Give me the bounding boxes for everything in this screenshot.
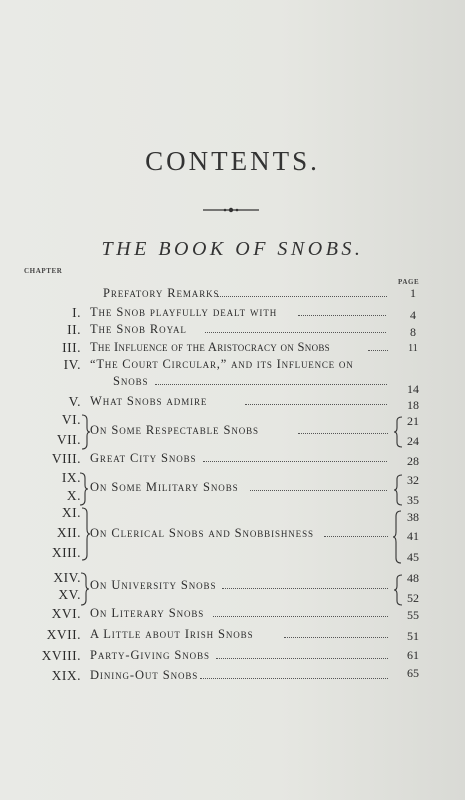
entry-page: 24	[407, 434, 419, 448]
entry-title: Party-Giving Snobs	[90, 648, 210, 662]
entry-number: III.	[62, 340, 81, 355]
entry-page: 14	[407, 382, 419, 396]
toc-entry	[0, 340, 465, 356]
entry-page: 51	[407, 629, 419, 643]
entry-number: VIII.	[51, 451, 81, 466]
entry-title: The Influence of the Aristocracy on Snobs	[90, 340, 330, 354]
entry-page: 1	[410, 286, 416, 300]
entry-page: 52	[407, 591, 419, 605]
dot-leader	[155, 384, 387, 385]
entry-title: “The Court Circular,” and its Influence on	[90, 357, 354, 371]
entry-number: IV.	[63, 357, 81, 372]
page-column-label: PAGE	[398, 278, 420, 286]
entry-number: XIX.	[51, 668, 81, 683]
entry-number: X.	[66, 488, 81, 503]
entry-page: 8	[410, 325, 416, 339]
toc-entry	[0, 451, 465, 467]
dot-leader	[213, 616, 388, 617]
dot-leader	[203, 461, 387, 462]
entry-title: Great City Snobs	[90, 451, 197, 465]
dot-leader	[298, 315, 386, 316]
entry-page: 32	[407, 473, 419, 487]
toc-entry-group	[0, 505, 465, 565]
entry-number: VII.	[56, 432, 81, 447]
entry-number: VI.	[61, 412, 81, 427]
entry-number: XII.	[56, 525, 81, 540]
dot-leader	[368, 350, 388, 351]
chapter-column-label: CHAPTER	[24, 267, 63, 275]
toc-entry-group	[0, 470, 465, 510]
dot-leader	[217, 296, 387, 297]
dot-leader	[245, 404, 387, 405]
dot-leader	[222, 588, 388, 589]
entry-title: What Snobs admire	[90, 394, 208, 408]
entry-page: 45	[407, 550, 419, 564]
entry-number: XVIII.	[41, 648, 81, 663]
entry-title: Dining-Out Snobs	[90, 668, 199, 682]
entry-number: XVI.	[51, 606, 81, 621]
toc-entry	[0, 305, 465, 321]
entry-page: 21	[407, 414, 419, 428]
entry-title: Prefatory Remarks	[103, 286, 220, 300]
entry-number: I.	[72, 305, 81, 320]
entry-number: XIV.	[53, 570, 81, 585]
entry-title: On Some Respectable Snobs	[90, 423, 259, 437]
dot-leader	[298, 433, 388, 434]
book-title: THE BOOK OF SNOBS.	[101, 238, 364, 260]
toc-entry	[0, 668, 465, 684]
entry-number: IX.	[61, 470, 81, 485]
left-brace-icon	[80, 414, 90, 450]
dot-leader	[250, 490, 387, 491]
toc-entry-continuation	[0, 374, 465, 396]
toc-entry	[0, 606, 465, 622]
toc-entry-group	[0, 412, 465, 452]
entry-page: 28	[407, 454, 419, 468]
entry-page: 18	[407, 398, 419, 412]
entry-title: The Snob Royal	[90, 322, 187, 336]
entry-number: V.	[68, 394, 81, 409]
dot-leader	[205, 332, 386, 333]
dot-leader	[200, 678, 388, 679]
toc-entry	[0, 648, 465, 664]
entry-page: 48	[407, 571, 419, 585]
entry-number: XI.	[61, 505, 81, 520]
entry-page: 41	[407, 529, 419, 543]
entry-page: 55	[407, 608, 419, 622]
toc-entry-group	[0, 570, 465, 610]
entry-title: The Snob playfully dealt with	[90, 305, 278, 319]
entry-page: 4	[410, 308, 416, 322]
entry-page: 11	[408, 343, 418, 354]
entry-title-continued: Snobs	[113, 374, 149, 388]
entry-page: 38	[407, 510, 419, 524]
dot-leader	[324, 536, 388, 537]
entry-number: II.	[67, 322, 81, 337]
toc-entry	[0, 627, 465, 643]
contents-heading: CONTENTS.	[145, 146, 320, 176]
entry-title: On Literary Snobs	[90, 606, 205, 620]
entry-number: XV.	[58, 587, 81, 602]
entry-number: XIII.	[51, 545, 81, 560]
entry-number: XVII.	[46, 627, 81, 642]
entry-title: On University Snobs	[90, 578, 217, 592]
entry-title: On Clerical Snobs and Snobbishness	[90, 526, 314, 540]
dot-leader	[216, 658, 388, 659]
left-brace-icon	[79, 572, 89, 606]
entry-page: 61	[407, 648, 419, 662]
entry-title: A Little about Irish Snobs	[90, 627, 254, 641]
entry-page: 35	[407, 493, 419, 507]
entry-page: 65	[407, 666, 419, 680]
left-brace-icon	[78, 472, 88, 506]
toc-entry	[0, 394, 465, 410]
toc-entry	[0, 357, 465, 373]
entry-title: On Some Military Snobs	[90, 480, 239, 494]
ornament-divider-icon	[203, 207, 259, 213]
toc-entry	[0, 322, 465, 338]
toc-entry	[0, 286, 465, 302]
left-brace-icon	[80, 507, 90, 561]
dot-leader	[284, 637, 388, 638]
